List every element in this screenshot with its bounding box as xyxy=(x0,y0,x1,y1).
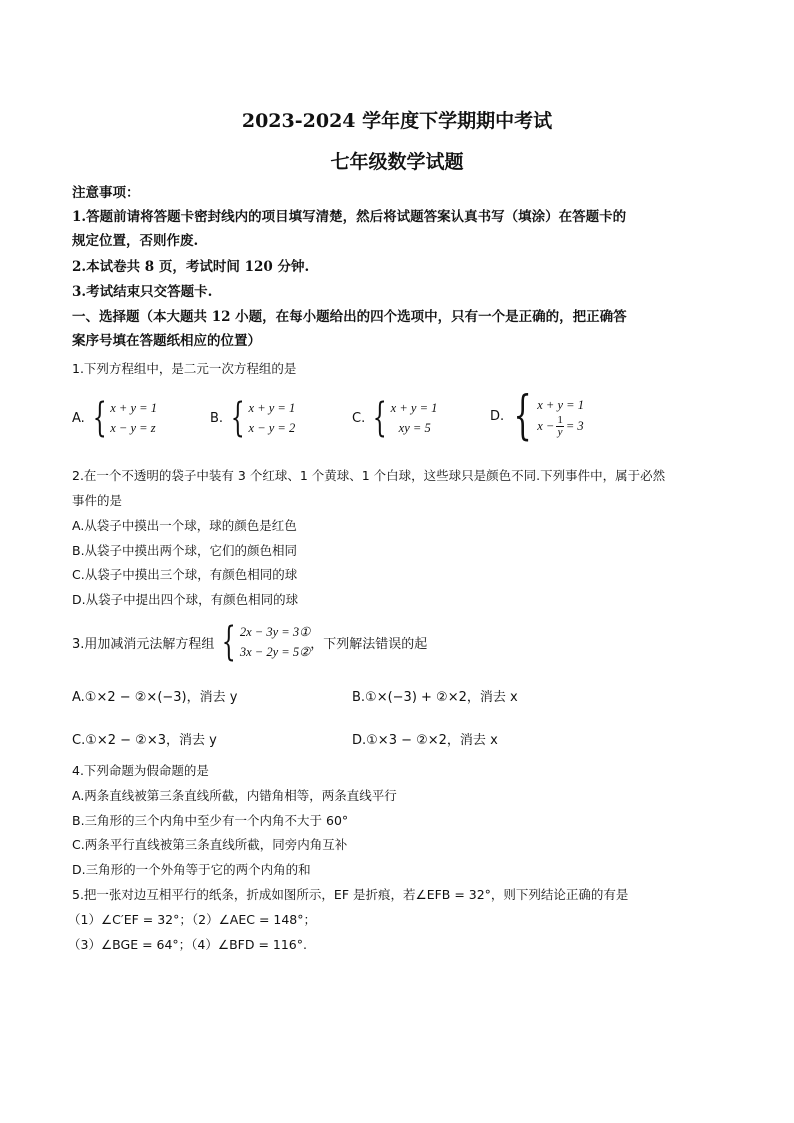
q5-conditions-1: （1）∠C′EF = 32°；（2）∠AEC = 148°； xyxy=(68,912,317,927)
brace-icon: { xyxy=(92,395,107,441)
exam-subtitle: 七年级数学试题 xyxy=(330,151,464,173)
brace-icon: { xyxy=(222,619,237,665)
q1-option-b xyxy=(210,395,296,441)
q1-a-eq1: x + y = 1 xyxy=(110,401,157,415)
brace-icon: { xyxy=(513,386,532,446)
q4-option-a: A.两条直线被第三条直线所截，内错角相等，两条直线平行 xyxy=(72,788,397,803)
q3-stem-pre: 3.用加减消元法解方程组 xyxy=(72,636,215,652)
exam-title: 2023-2024 学年度下学期期中考试 xyxy=(241,110,553,132)
note-1b: 规定位置，否则作废. xyxy=(72,233,199,249)
q5-conditions-2: （3）∠BGE = 64°；（4）∠BFD = 116°. xyxy=(68,937,307,952)
q1-stem: 1.下列方程组中，是二元一次方程组的是 xyxy=(72,361,297,376)
q1-d-eq1: x + y = 1 xyxy=(537,397,584,412)
q3-option-a: A.①×2 − ②×(−3)，消去 y xyxy=(72,690,238,705)
q1-b-eq1: x + y = 1 xyxy=(248,401,296,415)
notes-heading: 注意事项： xyxy=(72,185,140,201)
brace-icon: { xyxy=(372,395,387,441)
q1-a-eq2: x − y = z xyxy=(110,421,156,435)
q3-option-c: C.①×2 − ②×3，消去 y xyxy=(72,733,217,748)
q1-option-a xyxy=(72,395,157,441)
q2-option-b: B.从袋子中摸出两个球，它们的颜色相同 xyxy=(72,543,298,558)
q3-stem xyxy=(72,619,429,665)
q1-d-label: D. xyxy=(490,408,505,424)
q2-option-a: A.从袋子中摸出一个球，球的颜色是红色 xyxy=(72,518,297,533)
q3-eq1: 2x − 3y = 3① xyxy=(239,625,311,639)
section-1-heading-2: 案序号填在答题纸相应的位置） xyxy=(72,333,261,349)
q4-option-c: C.两条平行直线被第三条直线所截，同旁内角互补 xyxy=(72,837,348,852)
q1-d-numerator: 1 xyxy=(557,413,563,426)
q1-d-denominator: y xyxy=(557,425,563,438)
q1-d-fraction xyxy=(556,415,564,438)
brace-icon: { xyxy=(230,395,245,441)
note-2: 2.本试卷共 8 页，考试时间 120 分钟. xyxy=(72,259,310,275)
q3-option-b: B.①×(−3) + ②×2，消去 x xyxy=(352,690,518,705)
q4-stem: 4.下列命题为假命题的是 xyxy=(72,763,209,778)
q4-option-d: D.三角形的一个外角等于它的两个内角的和 xyxy=(72,862,311,877)
q1-b-label: B. xyxy=(210,410,224,426)
q3-option-d: D.①×3 − ②×2，消去 x xyxy=(352,733,498,748)
q5-stem: 5.把一张对边互相平行的纸条，折成如图所示，EF 是折痕，若∠EFB = 32°，则下列结论正确的有是 xyxy=(72,887,629,902)
q2-option-d: D.从袋子中提出四个球，有颜色相同的球 xyxy=(72,592,299,607)
q1-c-eq2: xy = 5 xyxy=(398,421,431,435)
note-1a: 1.答题前请将答题卡密封线内的项目填写清楚，然后将试题答案认真书写（填涂）在答题卡的 xyxy=(72,209,627,225)
q4-option-b: B.三角形的三个内角中至少有一个内角不大于 60° xyxy=(72,813,349,828)
q1-d-eq2-post: = 3 xyxy=(565,419,584,433)
q2-stem-2: 事件的是 xyxy=(72,493,123,508)
q1-c-eq1: x + y = 1 xyxy=(390,401,438,415)
q1-option-d xyxy=(490,386,584,446)
q1-c-label: C. xyxy=(352,410,366,426)
q1-d-eq2-pre: x − xyxy=(537,419,555,433)
note-3: 3.考试结束只交答题卡. xyxy=(72,284,213,300)
q1-b-eq2: x − y = 2 xyxy=(248,421,296,435)
q3-eq2: 3x − 2y = 5② xyxy=(239,645,311,659)
q2-option-c: C.从袋子中摸出三个球，有颜色相同的球 xyxy=(72,567,298,582)
q1-option-c xyxy=(352,395,438,441)
section-1-heading: 一、选择题（本大题共 12 小题，在每小题给出的四个选项中，只有一个是正确的，把正确答 xyxy=(72,309,627,325)
q3-stem-post: ，下列解法错误的起 xyxy=(310,636,428,652)
q1-a-label: A. xyxy=(72,410,85,426)
q2-stem: 2.在一个不透明的袋子中装有 3 个红球、1 个黄球、1 个白球，这些球只是颜色不同.下列事件中，属于必然 xyxy=(72,468,666,483)
